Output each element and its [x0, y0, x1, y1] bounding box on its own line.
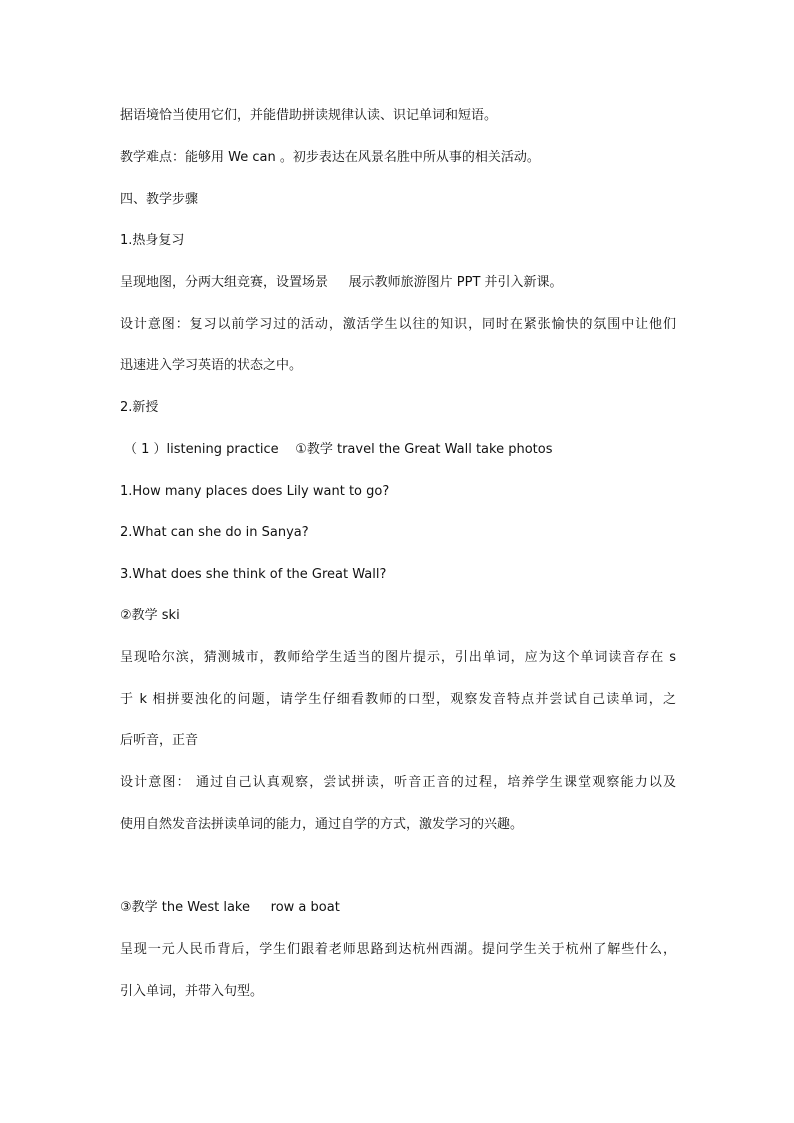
paragraph-line: ③教学 the West lake row a boat	[120, 900, 340, 915]
paragraph-line: 设计意图： 通过自己认真观察，尝试拼读，听音正音的过程，培养学生课堂观察能力以及	[120, 775, 676, 790]
paragraph-line: 呈现地图，分两大组竞赛，设置场景 展示教师旅游图片 PPT 并引入新课。	[120, 275, 563, 290]
paragraph-line: 于 k 相拼要浊化的问题，请学生仔细看教师的口型，观察发音特点并尝试自己读单词，之	[120, 692, 676, 707]
question-line: 3.What does she think of the Great Wall?	[120, 567, 387, 582]
paragraph-line: 使用自然发音法拼读单词的能力，通过自学的方式，激发学习的兴趣。	[120, 817, 524, 832]
paragraph-line: 引入单词，并带入句型。	[120, 984, 264, 999]
paragraph-line: 据语境恰当使用它们，并能借助拼读规律认读、识记单词和短语。	[120, 108, 498, 123]
subsection-heading: 1.热身复习	[120, 233, 185, 248]
paragraph-line: 教学难点：能够用 We can 。初步表达在风景名胜中所从事的相关活动。	[120, 150, 540, 165]
paragraph-line: 呈现一元人民币背后，学生们跟着老师思路到达杭州西湖。提问学生关于杭州了解些什么，	[120, 942, 676, 957]
paragraph-line: 后听音，正音	[120, 733, 199, 748]
subsection-heading: 2.新授	[120, 400, 159, 415]
question-line: 1.How many places does Lily want to go?	[120, 484, 390, 499]
paragraph-line: ②教学 ski	[120, 608, 180, 623]
paragraph-line: 呈现哈尔滨，猜测城市，教师给学生适当的图片提示，引出单词，应为这个单词读音存在 s	[120, 650, 676, 665]
section-heading: 四、教学步骤	[120, 192, 199, 207]
paragraph-line: （ 1 ）listening practice ①教学 travel the Great Wall take photos	[124, 442, 553, 457]
paragraph-line: 迅速进入学习英语的状态之中。	[120, 358, 303, 373]
paragraph-line: 设计意图：复习以前学习过的活动，激活学生以往的知识，同时在紧张愉快的氛围中让他们	[120, 317, 676, 332]
question-line: 2.What can she do in Sanya?	[120, 525, 309, 540]
